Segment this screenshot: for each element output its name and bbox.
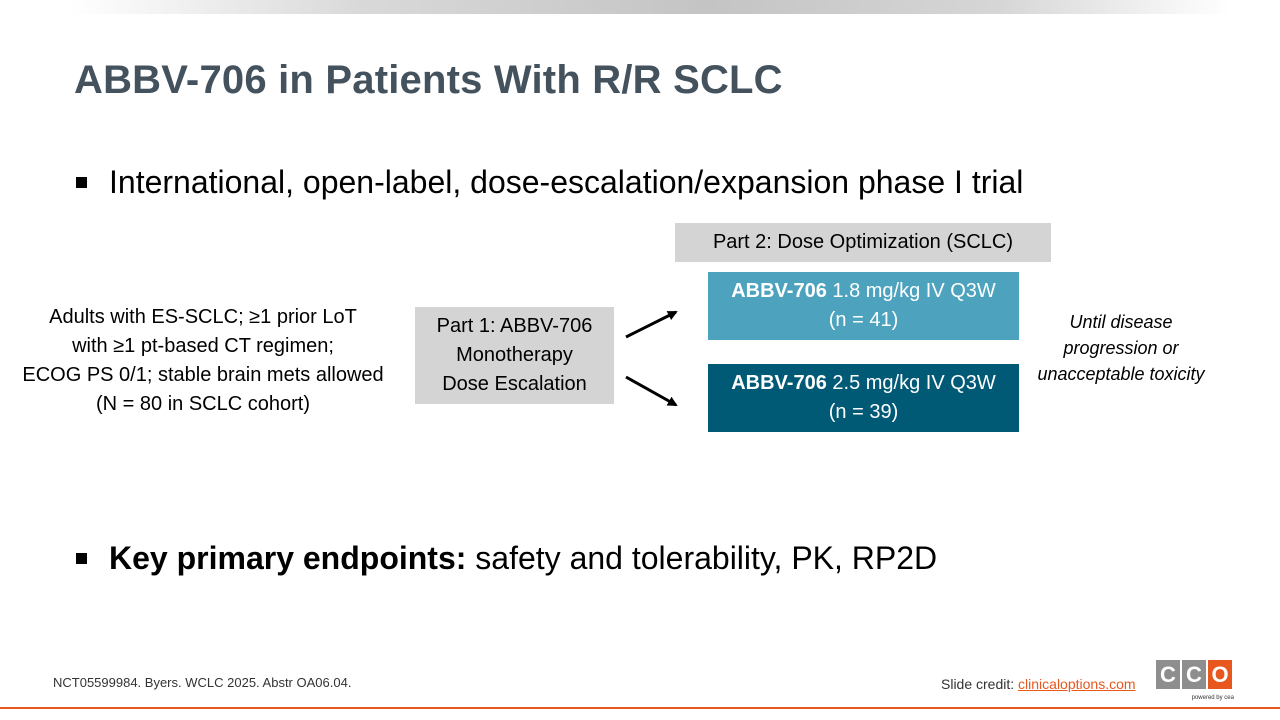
arm2-box <box>708 364 1019 432</box>
treatment-duration-note <box>1026 309 1216 387</box>
part1-line: Dose Escalation <box>442 373 587 395</box>
slide-title: ABBV-706 in Patients With R/R SCLC <box>74 58 783 102</box>
endpoints-list: safety and tolerability, PK, RP2D <box>466 540 938 576</box>
bullet-square-icon <box>76 553 87 564</box>
cco-logo <box>1156 660 1234 706</box>
bullet-trial-design-text: International, open-label, dose-escalation/expansion phase I trial <box>109 164 1024 200</box>
arm1-drug: ABBV-706 <box>731 280 827 302</box>
criteria-line: ECOG PS 0/1; stable brain mets allowed <box>22 364 384 386</box>
bullet-endpoints <box>76 540 937 577</box>
arm1-dose: 1.8 mg/kg IV Q3W <box>826 280 996 302</box>
logo-letter: C <box>1182 660 1206 689</box>
outcome-line: progression or <box>1063 338 1179 358</box>
arm2-dose: 2.5 mg/kg IV Q3W <box>826 372 996 394</box>
logo-tagline: powered by cea <box>1191 695 1234 701</box>
arm2-n: (n = 39) <box>828 401 899 423</box>
arm2-drug: ABBV-706 <box>731 372 827 394</box>
arrow-to-arm2 <box>626 377 676 405</box>
criteria-line: Adults with ES-SCLC; ≥1 prior LoT <box>49 306 357 328</box>
outcome-line: unacceptable toxicity <box>1037 364 1205 384</box>
credit-link[interactable]: clinicaloptions.com <box>1018 676 1136 692</box>
logo-letter: C <box>1156 660 1180 689</box>
outcome-line: Until disease <box>1069 312 1173 332</box>
bullet-endpoints-text <box>109 540 937 577</box>
bottom-accent-line <box>0 707 1280 709</box>
reference-citation: NCT05599984. Byers. WCLC 2025. Abstr OA06.04. <box>53 675 352 690</box>
credit-label: Slide credit: <box>941 676 1019 692</box>
criteria-line: (N = 80 in SCLC cohort) <box>96 393 310 415</box>
part1-line: Part 1: ABBV-706 <box>436 315 593 337</box>
criteria-line: with ≥1 pt-based CT regimen; <box>72 335 334 357</box>
arrow-to-arm1 <box>626 312 676 337</box>
arm1-n: (n = 41) <box>828 309 899 331</box>
part2-label: Part 2: Dose Optimization (SCLC) <box>675 223 1051 262</box>
part1-line: Monotherapy <box>456 344 573 366</box>
logo-letter: O <box>1208 660 1232 689</box>
slide-credit <box>941 676 1136 692</box>
arm1-box <box>708 272 1019 340</box>
endpoints-label: Key primary endpoints: <box>109 540 467 576</box>
